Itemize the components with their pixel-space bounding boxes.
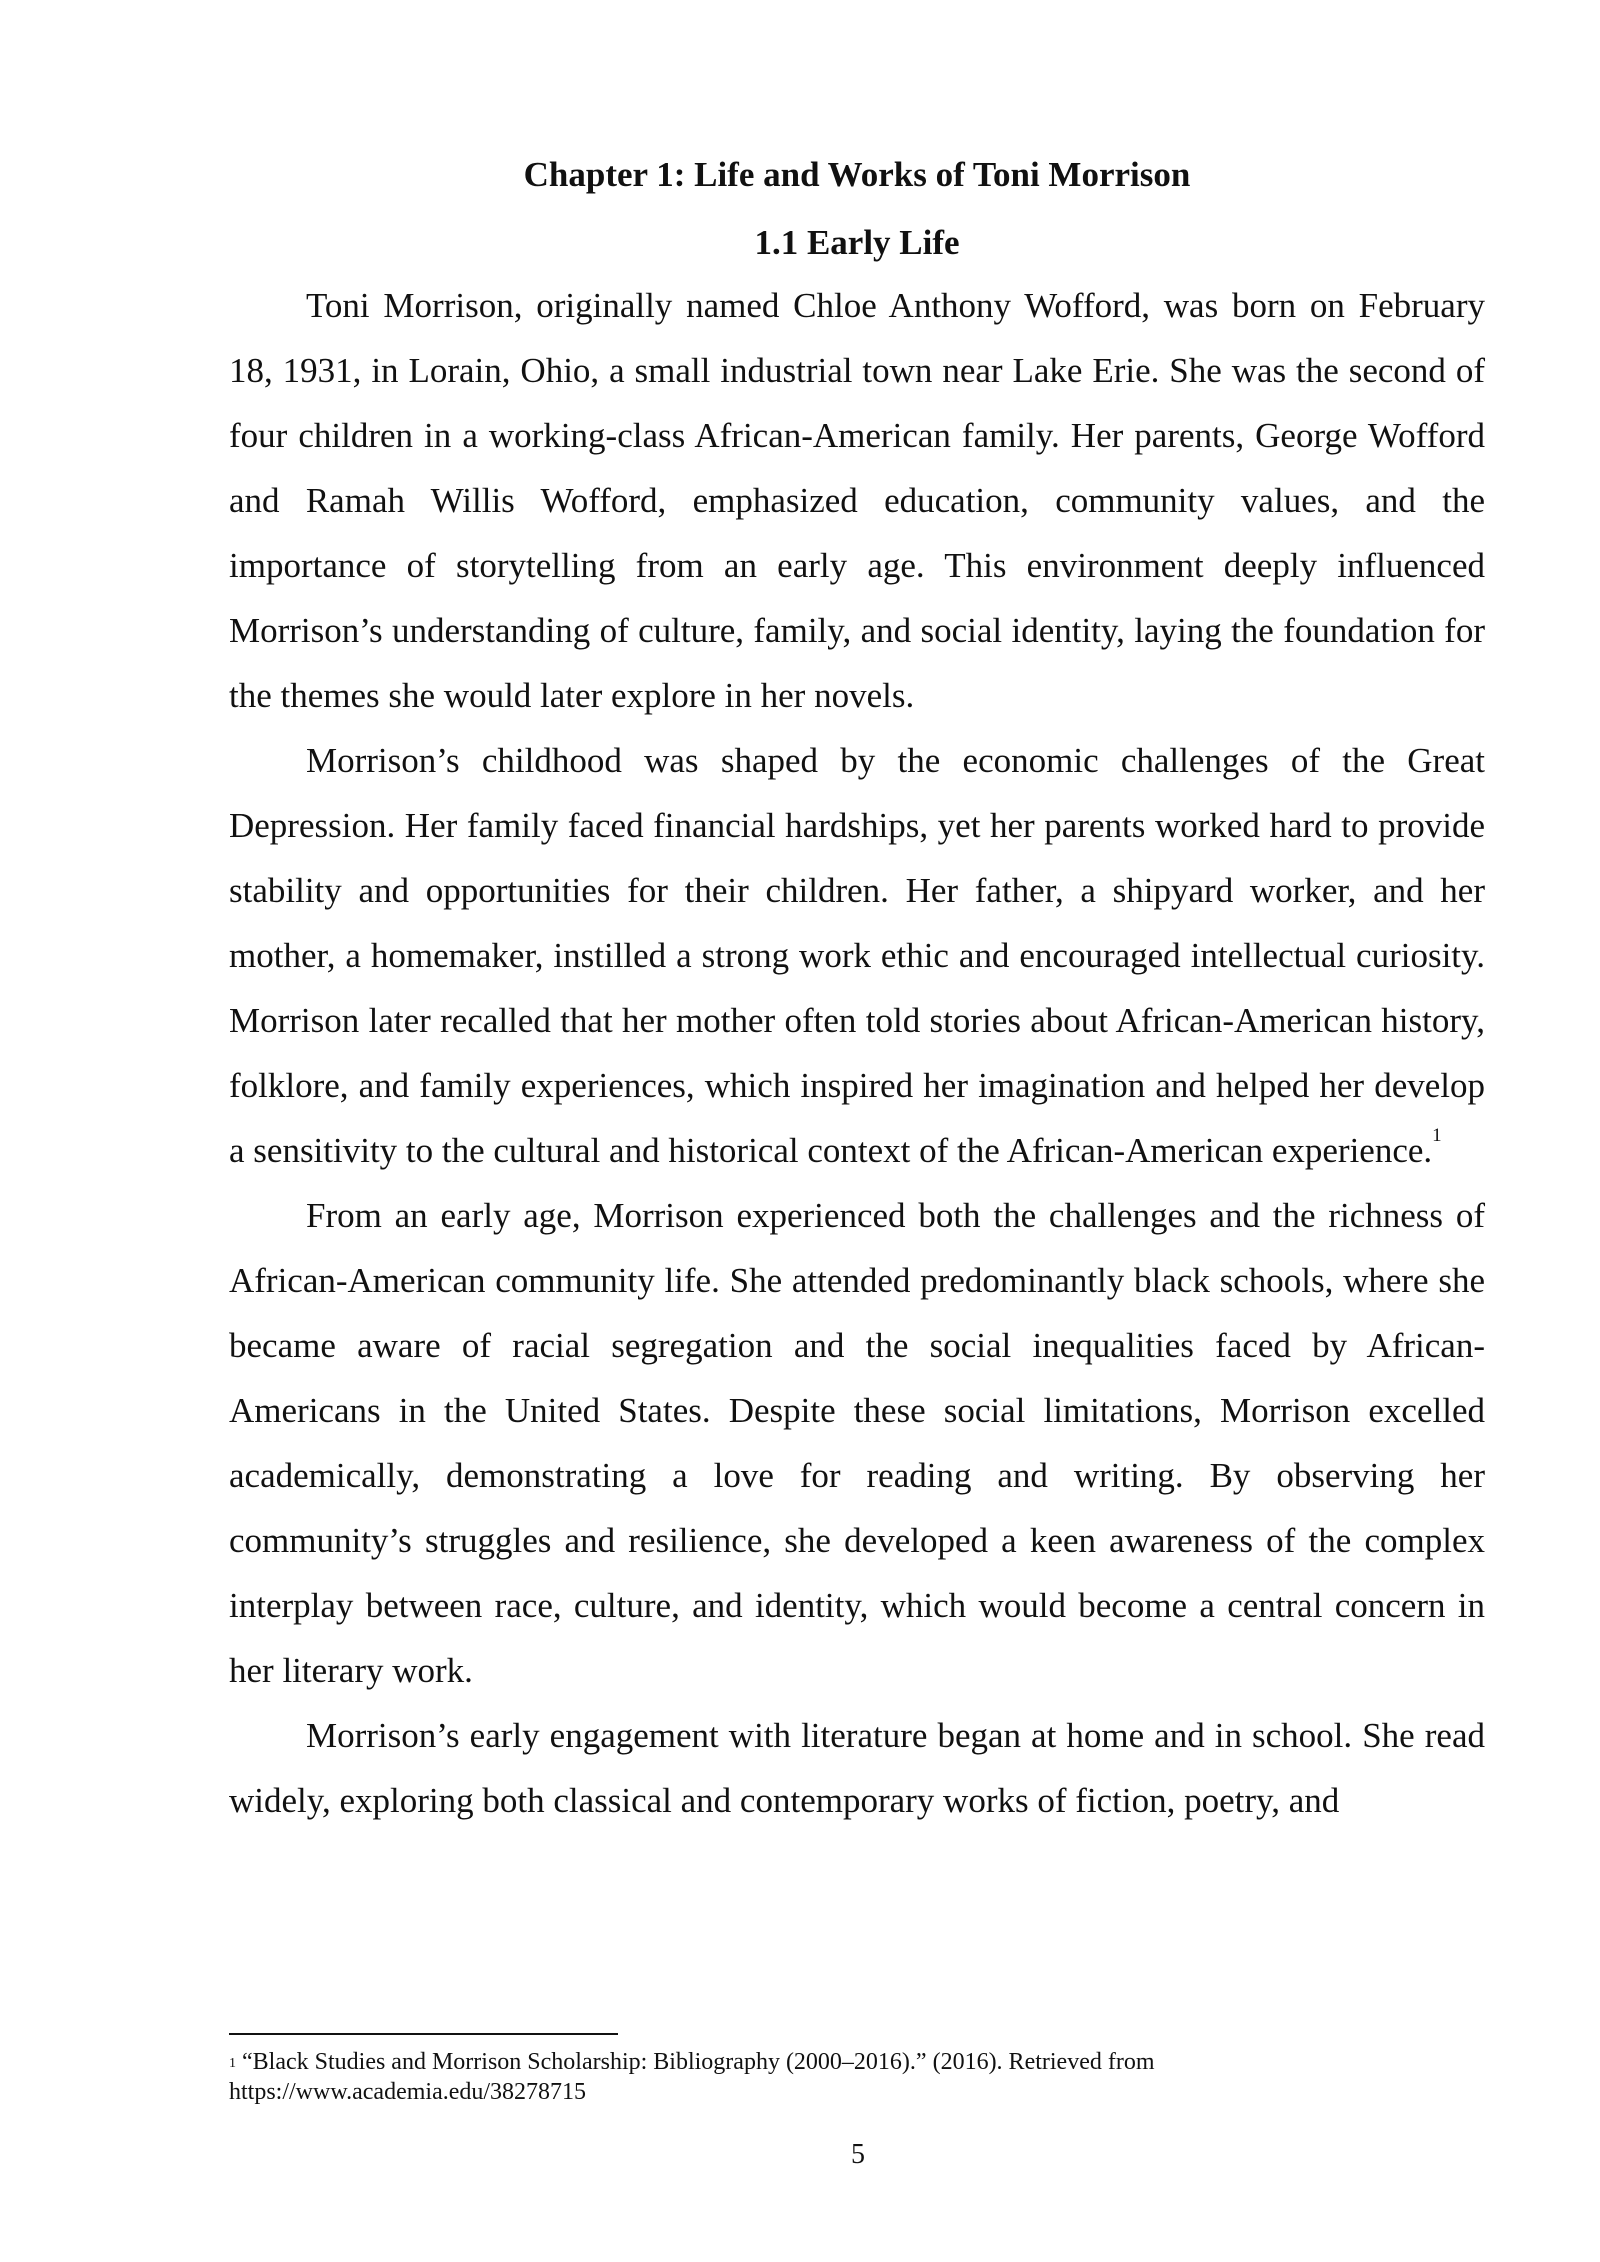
section-title: 1.1 Early Life <box>754 223 960 262</box>
paragraph-2 <box>229 728 1485 1183</box>
footnote-text: “Black Studies and Morrison Scholarship: Bibliography (2000–2016).” (2016). Retrieved from https://www.academia.edu/38278715 <box>229 2049 1155 2105</box>
chapter-title: Chapter 1: Life and Works of Toni Morrison <box>523 155 1191 194</box>
paragraph-1-text: Toni Morrison, originally named Chloe Anthony Wofford, was born on February 18, 1931, in Lorain, Ohio, a small industrial town near Lake Erie. She was the second of four children in a working-class African-American family. Her parents, George Wofford and Ramah Willis Wofford, emphasized education, community values, and the importance of storytelling from an early age. This environment deeply influenced Morrison’s understanding of culture, family, and social identity, laying the foundation for the themes she would later explore in her novels. <box>229 286 1485 715</box>
paragraph-3 <box>229 1183 1485 1703</box>
footnote <box>229 2047 1485 2107</box>
body-text <box>229 273 1485 1833</box>
paragraph-4-text: Morrison’s early engagement with literature began at home and in school. She read widely, exploring both classical and contemporary works of fiction, poetry, and <box>229 1716 1485 1820</box>
page-content <box>229 145 1485 1833</box>
footnote-reference[interactable]: 1 <box>1432 1125 1442 1146</box>
footnote-separator <box>229 2033 618 2035</box>
footnote-marker: 1 <box>229 2056 236 2071</box>
page-number: 5 <box>851 2139 865 2170</box>
paragraph-4 <box>229 1703 1485 1833</box>
paragraph-1 <box>229 273 1485 728</box>
paragraph-3-text: From an early age, Morrison experienced both the challenges and the richness of African-American community life. She attended predominantly black schools, where she became aware of racial segregation and the social inequalities faced by African-Americans in the United States. Despite these social limitations, Morrison excelled academically, demonstrating a love for reading and writing. By observing her community’s struggles and resilience, she developed a keen awareness of the complex interplay between race, culture, and identity, which would become a central concern in her literary work. <box>229 1196 1485 1690</box>
paragraph-2-text: Morrison’s childhood was shaped by the economic challenges of the Great Depression. Her family faced financial hardships, yet her parents worked hard to provide stability and opportunities for their children. Her father, a shipyard worker, and her mother, a homemaker, instilled a strong work ethic and encouraged intellectual curiosity. Morrison later recalled that her mother often told stories about African-American history, folklore, and family experiences, which inspired her imagination and helped her develop a sensitivity to the cultural and historical context of the African-American experience. <box>229 741 1485 1170</box>
